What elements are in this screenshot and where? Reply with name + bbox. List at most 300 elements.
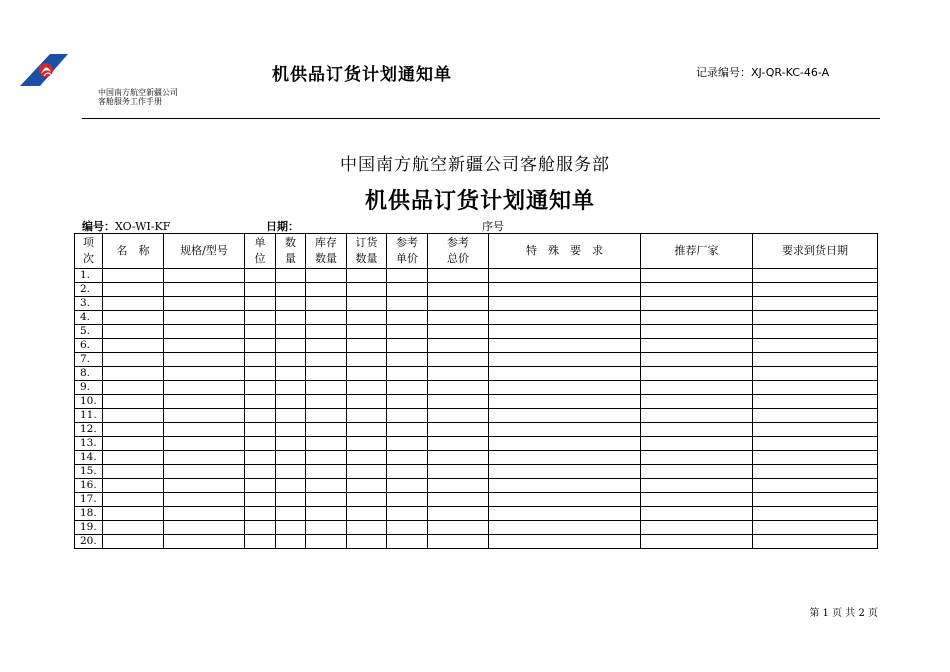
table-cell[interactable] bbox=[276, 465, 306, 479]
row-number: 4. bbox=[75, 311, 103, 325]
column-header-line1: 要求到货日期 bbox=[782, 244, 848, 257]
table-cell[interactable] bbox=[245, 325, 276, 339]
table-cell[interactable] bbox=[428, 353, 489, 367]
table-cell[interactable] bbox=[489, 535, 641, 549]
table-cell[interactable] bbox=[387, 493, 428, 507]
table-cell[interactable] bbox=[164, 395, 245, 409]
table-cell[interactable] bbox=[489, 339, 641, 353]
table-cell[interactable] bbox=[245, 311, 276, 325]
row-number: 6. bbox=[75, 339, 103, 353]
table-cell[interactable] bbox=[641, 367, 753, 381]
table-cell[interactable] bbox=[641, 325, 753, 339]
table-cell[interactable] bbox=[164, 325, 245, 339]
table-cell[interactable] bbox=[641, 311, 753, 325]
table-cell[interactable] bbox=[753, 465, 878, 479]
row-number: 8. bbox=[75, 367, 103, 381]
column-header bbox=[489, 234, 641, 269]
table-cell[interactable] bbox=[306, 493, 347, 507]
table-row bbox=[75, 409, 878, 423]
department-title: 中国南方航空新疆公司客舱服务部 bbox=[340, 155, 610, 175]
column-header-line1: 单 bbox=[254, 236, 266, 249]
table-cell[interactable] bbox=[428, 297, 489, 311]
table-cell[interactable] bbox=[387, 297, 428, 311]
table-cell[interactable] bbox=[489, 269, 641, 283]
row-number: 7. bbox=[75, 353, 103, 367]
table-cell[interactable] bbox=[489, 423, 641, 437]
table-cell[interactable] bbox=[387, 283, 428, 297]
row-number: 10. bbox=[75, 395, 103, 409]
table-cell[interactable] bbox=[306, 479, 347, 493]
table-cell[interactable] bbox=[276, 395, 306, 409]
table-cell[interactable] bbox=[306, 325, 347, 339]
table-cell[interactable] bbox=[489, 465, 641, 479]
table-cell[interactable] bbox=[103, 311, 164, 325]
table-cell[interactable] bbox=[245, 269, 276, 283]
form-code bbox=[82, 218, 170, 234]
table-cell[interactable] bbox=[489, 493, 641, 507]
table-row bbox=[75, 311, 878, 325]
table-cell[interactable] bbox=[347, 423, 387, 437]
table-cell[interactable] bbox=[245, 423, 276, 437]
table-cell[interactable] bbox=[103, 437, 164, 451]
column-header-line1: 参考 bbox=[396, 236, 418, 249]
table-cell[interactable] bbox=[641, 437, 753, 451]
table-cell[interactable] bbox=[276, 297, 306, 311]
table-cell[interactable] bbox=[753, 493, 878, 507]
table-cell[interactable] bbox=[306, 367, 347, 381]
table-cell[interactable] bbox=[306, 409, 347, 423]
table-cell[interactable] bbox=[428, 465, 489, 479]
table-cell[interactable] bbox=[641, 409, 753, 423]
table-cell[interactable] bbox=[347, 297, 387, 311]
table-cell[interactable] bbox=[347, 283, 387, 297]
table-cell[interactable] bbox=[103, 423, 164, 437]
table-cell[interactable] bbox=[103, 493, 164, 507]
table-row bbox=[75, 381, 878, 395]
table-row bbox=[75, 283, 878, 297]
column-header bbox=[641, 234, 753, 269]
table-cell[interactable] bbox=[428, 367, 489, 381]
table-cell[interactable] bbox=[489, 283, 641, 297]
table-cell[interactable] bbox=[103, 451, 164, 465]
table-cell[interactable] bbox=[387, 269, 428, 283]
table-cell[interactable] bbox=[306, 311, 347, 325]
table-cell[interactable] bbox=[103, 283, 164, 297]
table-cell[interactable] bbox=[276, 283, 306, 297]
table-cell[interactable] bbox=[641, 479, 753, 493]
row-number: 3. bbox=[75, 297, 103, 311]
table-cell[interactable] bbox=[387, 479, 428, 493]
table-cell[interactable] bbox=[428, 437, 489, 451]
table-cell[interactable] bbox=[164, 367, 245, 381]
table-cell[interactable] bbox=[641, 465, 753, 479]
table-cell[interactable] bbox=[489, 521, 641, 535]
table-cell[interactable] bbox=[306, 297, 347, 311]
table-cell[interactable] bbox=[641, 521, 753, 535]
table-cell[interactable] bbox=[245, 521, 276, 535]
column-header-line1: 项 bbox=[83, 236, 94, 249]
table-row bbox=[75, 367, 878, 381]
column-header-line2: 总价 bbox=[447, 252, 469, 265]
table-cell[interactable] bbox=[347, 535, 387, 549]
table-cell[interactable] bbox=[753, 325, 878, 339]
column-header bbox=[306, 234, 347, 269]
table-row bbox=[75, 521, 878, 535]
table-cell[interactable] bbox=[103, 465, 164, 479]
table-cell[interactable] bbox=[641, 297, 753, 311]
table-cell[interactable] bbox=[245, 353, 276, 367]
table-cell[interactable] bbox=[103, 325, 164, 339]
table-cell[interactable] bbox=[753, 535, 878, 549]
table-cell[interactable] bbox=[245, 465, 276, 479]
table-cell[interactable] bbox=[753, 283, 878, 297]
row-number: 12. bbox=[75, 423, 103, 437]
table-cell[interactable] bbox=[753, 297, 878, 311]
table-cell[interactable] bbox=[306, 395, 347, 409]
table-cell[interactable] bbox=[276, 339, 306, 353]
table-cell[interactable] bbox=[428, 311, 489, 325]
table-cell[interactable] bbox=[164, 339, 245, 353]
table-cell[interactable] bbox=[347, 325, 387, 339]
table-cell[interactable] bbox=[306, 465, 347, 479]
table-row bbox=[75, 437, 878, 451]
table-cell[interactable] bbox=[753, 409, 878, 423]
table-cell[interactable] bbox=[276, 507, 306, 521]
table-cell[interactable] bbox=[245, 381, 276, 395]
table-cell[interactable] bbox=[489, 451, 641, 465]
column-header-line1: 特 殊 要 求 bbox=[526, 244, 603, 257]
table-cell[interactable] bbox=[347, 339, 387, 353]
table-cell[interactable] bbox=[306, 437, 347, 451]
table-row bbox=[75, 493, 878, 507]
table-cell[interactable] bbox=[753, 507, 878, 521]
table-cell[interactable] bbox=[306, 269, 347, 283]
table-cell[interactable] bbox=[387, 465, 428, 479]
table-cell[interactable] bbox=[347, 465, 387, 479]
table-cell[interactable] bbox=[164, 507, 245, 521]
column-header-line2: 数量 bbox=[315, 252, 337, 265]
table-cell[interactable] bbox=[489, 367, 641, 381]
table-cell[interactable] bbox=[306, 381, 347, 395]
table-cell[interactable] bbox=[347, 479, 387, 493]
table-cell[interactable] bbox=[489, 437, 641, 451]
table-cell[interactable] bbox=[164, 297, 245, 311]
table-cell[interactable] bbox=[164, 311, 245, 325]
table-cell[interactable] bbox=[164, 521, 245, 535]
table-cell[interactable] bbox=[753, 451, 878, 465]
table-cell[interactable] bbox=[428, 423, 489, 437]
table-cell[interactable] bbox=[753, 479, 878, 493]
column-header bbox=[387, 234, 428, 269]
table-cell[interactable] bbox=[306, 353, 347, 367]
table-cell[interactable] bbox=[306, 451, 347, 465]
table-cell[interactable] bbox=[276, 521, 306, 535]
table-cell[interactable] bbox=[103, 381, 164, 395]
company-info bbox=[98, 88, 178, 106]
table-cell[interactable] bbox=[276, 437, 306, 451]
table-row bbox=[75, 479, 878, 493]
table-cell[interactable] bbox=[245, 437, 276, 451]
row-number: 2. bbox=[75, 283, 103, 297]
table-cell[interactable] bbox=[428, 339, 489, 353]
table-cell[interactable] bbox=[387, 535, 428, 549]
table-cell[interactable] bbox=[428, 381, 489, 395]
table-cell[interactable] bbox=[306, 283, 347, 297]
table-cell[interactable] bbox=[428, 325, 489, 339]
table-cell[interactable] bbox=[489, 479, 641, 493]
table-cell[interactable] bbox=[276, 535, 306, 549]
column-header bbox=[245, 234, 276, 269]
table-cell[interactable] bbox=[387, 521, 428, 535]
table-cell[interactable] bbox=[164, 535, 245, 549]
table-cell[interactable] bbox=[306, 521, 347, 535]
table-cell[interactable] bbox=[753, 269, 878, 283]
table-cell[interactable] bbox=[387, 451, 428, 465]
date-field bbox=[266, 218, 299, 234]
table-cell[interactable] bbox=[641, 339, 753, 353]
table-cell[interactable] bbox=[245, 297, 276, 311]
table-cell[interactable] bbox=[276, 493, 306, 507]
table-cell[interactable] bbox=[347, 381, 387, 395]
table-cell[interactable] bbox=[753, 521, 878, 535]
form-code-value: XO-WI-KF bbox=[115, 220, 171, 233]
order-table bbox=[74, 233, 878, 549]
table-cell[interactable] bbox=[347, 493, 387, 507]
table-cell[interactable] bbox=[347, 451, 387, 465]
header-title: 机供品订货计划通知单 bbox=[272, 65, 452, 85]
table-cell[interactable] bbox=[753, 423, 878, 437]
table-cell[interactable] bbox=[164, 479, 245, 493]
table-cell[interactable] bbox=[753, 437, 878, 451]
table-cell[interactable] bbox=[103, 507, 164, 521]
table-cell[interactable] bbox=[387, 423, 428, 437]
table-cell[interactable] bbox=[245, 507, 276, 521]
table-cell[interactable] bbox=[306, 423, 347, 437]
table-cell[interactable] bbox=[276, 409, 306, 423]
table-cell[interactable] bbox=[276, 423, 306, 437]
table-cell[interactable] bbox=[347, 521, 387, 535]
table-cell[interactable] bbox=[276, 451, 306, 465]
column-header bbox=[103, 234, 164, 269]
row-number: 18. bbox=[75, 507, 103, 521]
table-cell[interactable] bbox=[428, 269, 489, 283]
column-header bbox=[276, 234, 306, 269]
table-cell[interactable] bbox=[245, 339, 276, 353]
table-cell[interactable] bbox=[641, 381, 753, 395]
table-cell[interactable] bbox=[753, 353, 878, 367]
table-cell[interactable] bbox=[428, 493, 489, 507]
table-cell[interactable] bbox=[489, 325, 641, 339]
manual-name: 客舱服务工作手册 bbox=[98, 97, 162, 106]
column-header bbox=[753, 234, 878, 269]
table-cell[interactable] bbox=[347, 353, 387, 367]
table-cell[interactable] bbox=[641, 507, 753, 521]
table-cell[interactable] bbox=[428, 283, 489, 297]
table-cell[interactable] bbox=[164, 423, 245, 437]
table-cell[interactable] bbox=[489, 297, 641, 311]
table-cell[interactable] bbox=[245, 493, 276, 507]
table-cell[interactable] bbox=[387, 311, 428, 325]
table-cell[interactable] bbox=[347, 437, 387, 451]
row-number: 20. bbox=[75, 535, 103, 549]
table-cell[interactable] bbox=[347, 269, 387, 283]
column-header-line2: 位 bbox=[254, 252, 266, 265]
table-cell[interactable] bbox=[489, 381, 641, 395]
table-cell[interactable] bbox=[306, 507, 347, 521]
table-cell[interactable] bbox=[164, 353, 245, 367]
table-cell[interactable] bbox=[641, 283, 753, 297]
column-header bbox=[75, 234, 103, 269]
table-row bbox=[75, 395, 878, 409]
table-cell[interactable] bbox=[347, 395, 387, 409]
table-cell[interactable] bbox=[753, 395, 878, 409]
column-header-line1: 名 称 bbox=[116, 244, 150, 257]
column-header-line2: 量 bbox=[285, 252, 296, 265]
table-cell[interactable] bbox=[387, 507, 428, 521]
table-cell[interactable] bbox=[164, 283, 245, 297]
table-cell[interactable] bbox=[641, 269, 753, 283]
table-row bbox=[75, 353, 878, 367]
table-cell[interactable] bbox=[276, 269, 306, 283]
column-header-line1: 订货 bbox=[355, 236, 378, 249]
table-cell[interactable] bbox=[428, 395, 489, 409]
row-number: 1. bbox=[75, 269, 103, 283]
table-cell[interactable] bbox=[306, 535, 347, 549]
table-cell[interactable] bbox=[245, 409, 276, 423]
company-name: 中国南方航空新疆公司 bbox=[98, 88, 178, 97]
date-label: 日期： bbox=[266, 220, 299, 233]
table-cell[interactable] bbox=[103, 409, 164, 423]
row-number: 9. bbox=[75, 381, 103, 395]
table-cell[interactable] bbox=[103, 535, 164, 549]
row-number: 15. bbox=[75, 465, 103, 479]
table-row bbox=[75, 507, 878, 521]
table-cell[interactable] bbox=[164, 465, 245, 479]
table-cell[interactable] bbox=[387, 367, 428, 381]
table-cell[interactable] bbox=[276, 367, 306, 381]
column-header-line2: 次 bbox=[83, 252, 94, 265]
table-cell[interactable] bbox=[276, 353, 306, 367]
table-cell[interactable] bbox=[276, 381, 306, 395]
table-cell[interactable] bbox=[245, 395, 276, 409]
table-cell[interactable] bbox=[276, 479, 306, 493]
table-cell[interactable] bbox=[428, 451, 489, 465]
table-cell[interactable] bbox=[164, 409, 245, 423]
row-number: 5. bbox=[75, 325, 103, 339]
table-cell[interactable] bbox=[753, 311, 878, 325]
table-cell[interactable] bbox=[245, 451, 276, 465]
row-number: 16. bbox=[75, 479, 103, 493]
table-cell[interactable] bbox=[641, 353, 753, 367]
table-header-row bbox=[75, 234, 878, 269]
row-number: 19. bbox=[75, 521, 103, 535]
table-cell[interactable] bbox=[489, 353, 641, 367]
table-cell[interactable] bbox=[164, 381, 245, 395]
table-cell[interactable] bbox=[641, 423, 753, 437]
table-cell[interactable] bbox=[347, 409, 387, 423]
table-cell[interactable] bbox=[489, 395, 641, 409]
table-cell[interactable] bbox=[103, 269, 164, 283]
column-header-line1: 库存 bbox=[315, 236, 337, 249]
table-cell[interactable] bbox=[347, 367, 387, 381]
table-body bbox=[75, 269, 878, 549]
table-cell[interactable] bbox=[103, 521, 164, 535]
table-cell[interactable] bbox=[387, 325, 428, 339]
table-cell[interactable] bbox=[387, 339, 428, 353]
table-cell[interactable] bbox=[164, 437, 245, 451]
page-info: 第 1 页 共 2 页 bbox=[809, 608, 878, 619]
table-cell[interactable] bbox=[245, 479, 276, 493]
table-cell[interactable] bbox=[753, 339, 878, 353]
table-cell[interactable] bbox=[103, 297, 164, 311]
table-cell[interactable] bbox=[641, 493, 753, 507]
table-cell[interactable] bbox=[103, 479, 164, 493]
row-number: 17. bbox=[75, 493, 103, 507]
table-cell[interactable] bbox=[103, 395, 164, 409]
table-cell[interactable] bbox=[428, 521, 489, 535]
table-cell[interactable] bbox=[428, 479, 489, 493]
header-divider bbox=[82, 118, 880, 119]
table-cell[interactable] bbox=[489, 311, 641, 325]
table-cell[interactable] bbox=[387, 409, 428, 423]
table-row bbox=[75, 339, 878, 353]
column-header-line2: 数量 bbox=[355, 252, 378, 265]
column-header-line1: 规格/型号 bbox=[180, 244, 228, 257]
table-row bbox=[75, 535, 878, 549]
table-cell[interactable] bbox=[387, 395, 428, 409]
table-cell[interactable] bbox=[489, 507, 641, 521]
form-code-label: 编号： bbox=[82, 220, 115, 233]
table-cell[interactable] bbox=[276, 311, 306, 325]
table-cell[interactable] bbox=[103, 353, 164, 367]
table-cell[interactable] bbox=[428, 507, 489, 521]
table-cell[interactable] bbox=[164, 269, 245, 283]
table-cell[interactable] bbox=[245, 367, 276, 381]
column-header-line1: 数 bbox=[285, 236, 296, 249]
china-southern-logo bbox=[20, 52, 68, 88]
table-cell[interactable] bbox=[306, 339, 347, 353]
table-row bbox=[75, 325, 878, 339]
table-cell[interactable] bbox=[103, 367, 164, 381]
table-cell[interactable] bbox=[347, 507, 387, 521]
table-cell[interactable] bbox=[103, 339, 164, 353]
table-cell[interactable] bbox=[387, 437, 428, 451]
table-cell[interactable] bbox=[164, 451, 245, 465]
table-cell[interactable] bbox=[641, 451, 753, 465]
table-row bbox=[75, 423, 878, 437]
table-cell[interactable] bbox=[428, 409, 489, 423]
table-cell[interactable] bbox=[428, 535, 489, 549]
table-cell[interactable] bbox=[753, 381, 878, 395]
table-cell[interactable] bbox=[489, 409, 641, 423]
table-cell[interactable] bbox=[245, 535, 276, 549]
table-cell[interactable] bbox=[387, 353, 428, 367]
table-row bbox=[75, 451, 878, 465]
table-cell[interactable] bbox=[164, 493, 245, 507]
table-cell[interactable] bbox=[245, 283, 276, 297]
column-header bbox=[428, 234, 489, 269]
column-header-line1: 推荐厂家 bbox=[674, 244, 719, 257]
form-title: 机供品订货计划通知单 bbox=[364, 189, 595, 214]
table-cell[interactable] bbox=[347, 311, 387, 325]
sequence-label: 序号 bbox=[482, 220, 504, 233]
table-cell[interactable] bbox=[641, 535, 753, 549]
table-cell[interactable] bbox=[387, 381, 428, 395]
table-cell[interactable] bbox=[641, 395, 753, 409]
record-number: 记录编号：XJ-QR-KC-46-A bbox=[696, 66, 830, 79]
table-cell[interactable] bbox=[276, 325, 306, 339]
table-cell[interactable] bbox=[753, 367, 878, 381]
